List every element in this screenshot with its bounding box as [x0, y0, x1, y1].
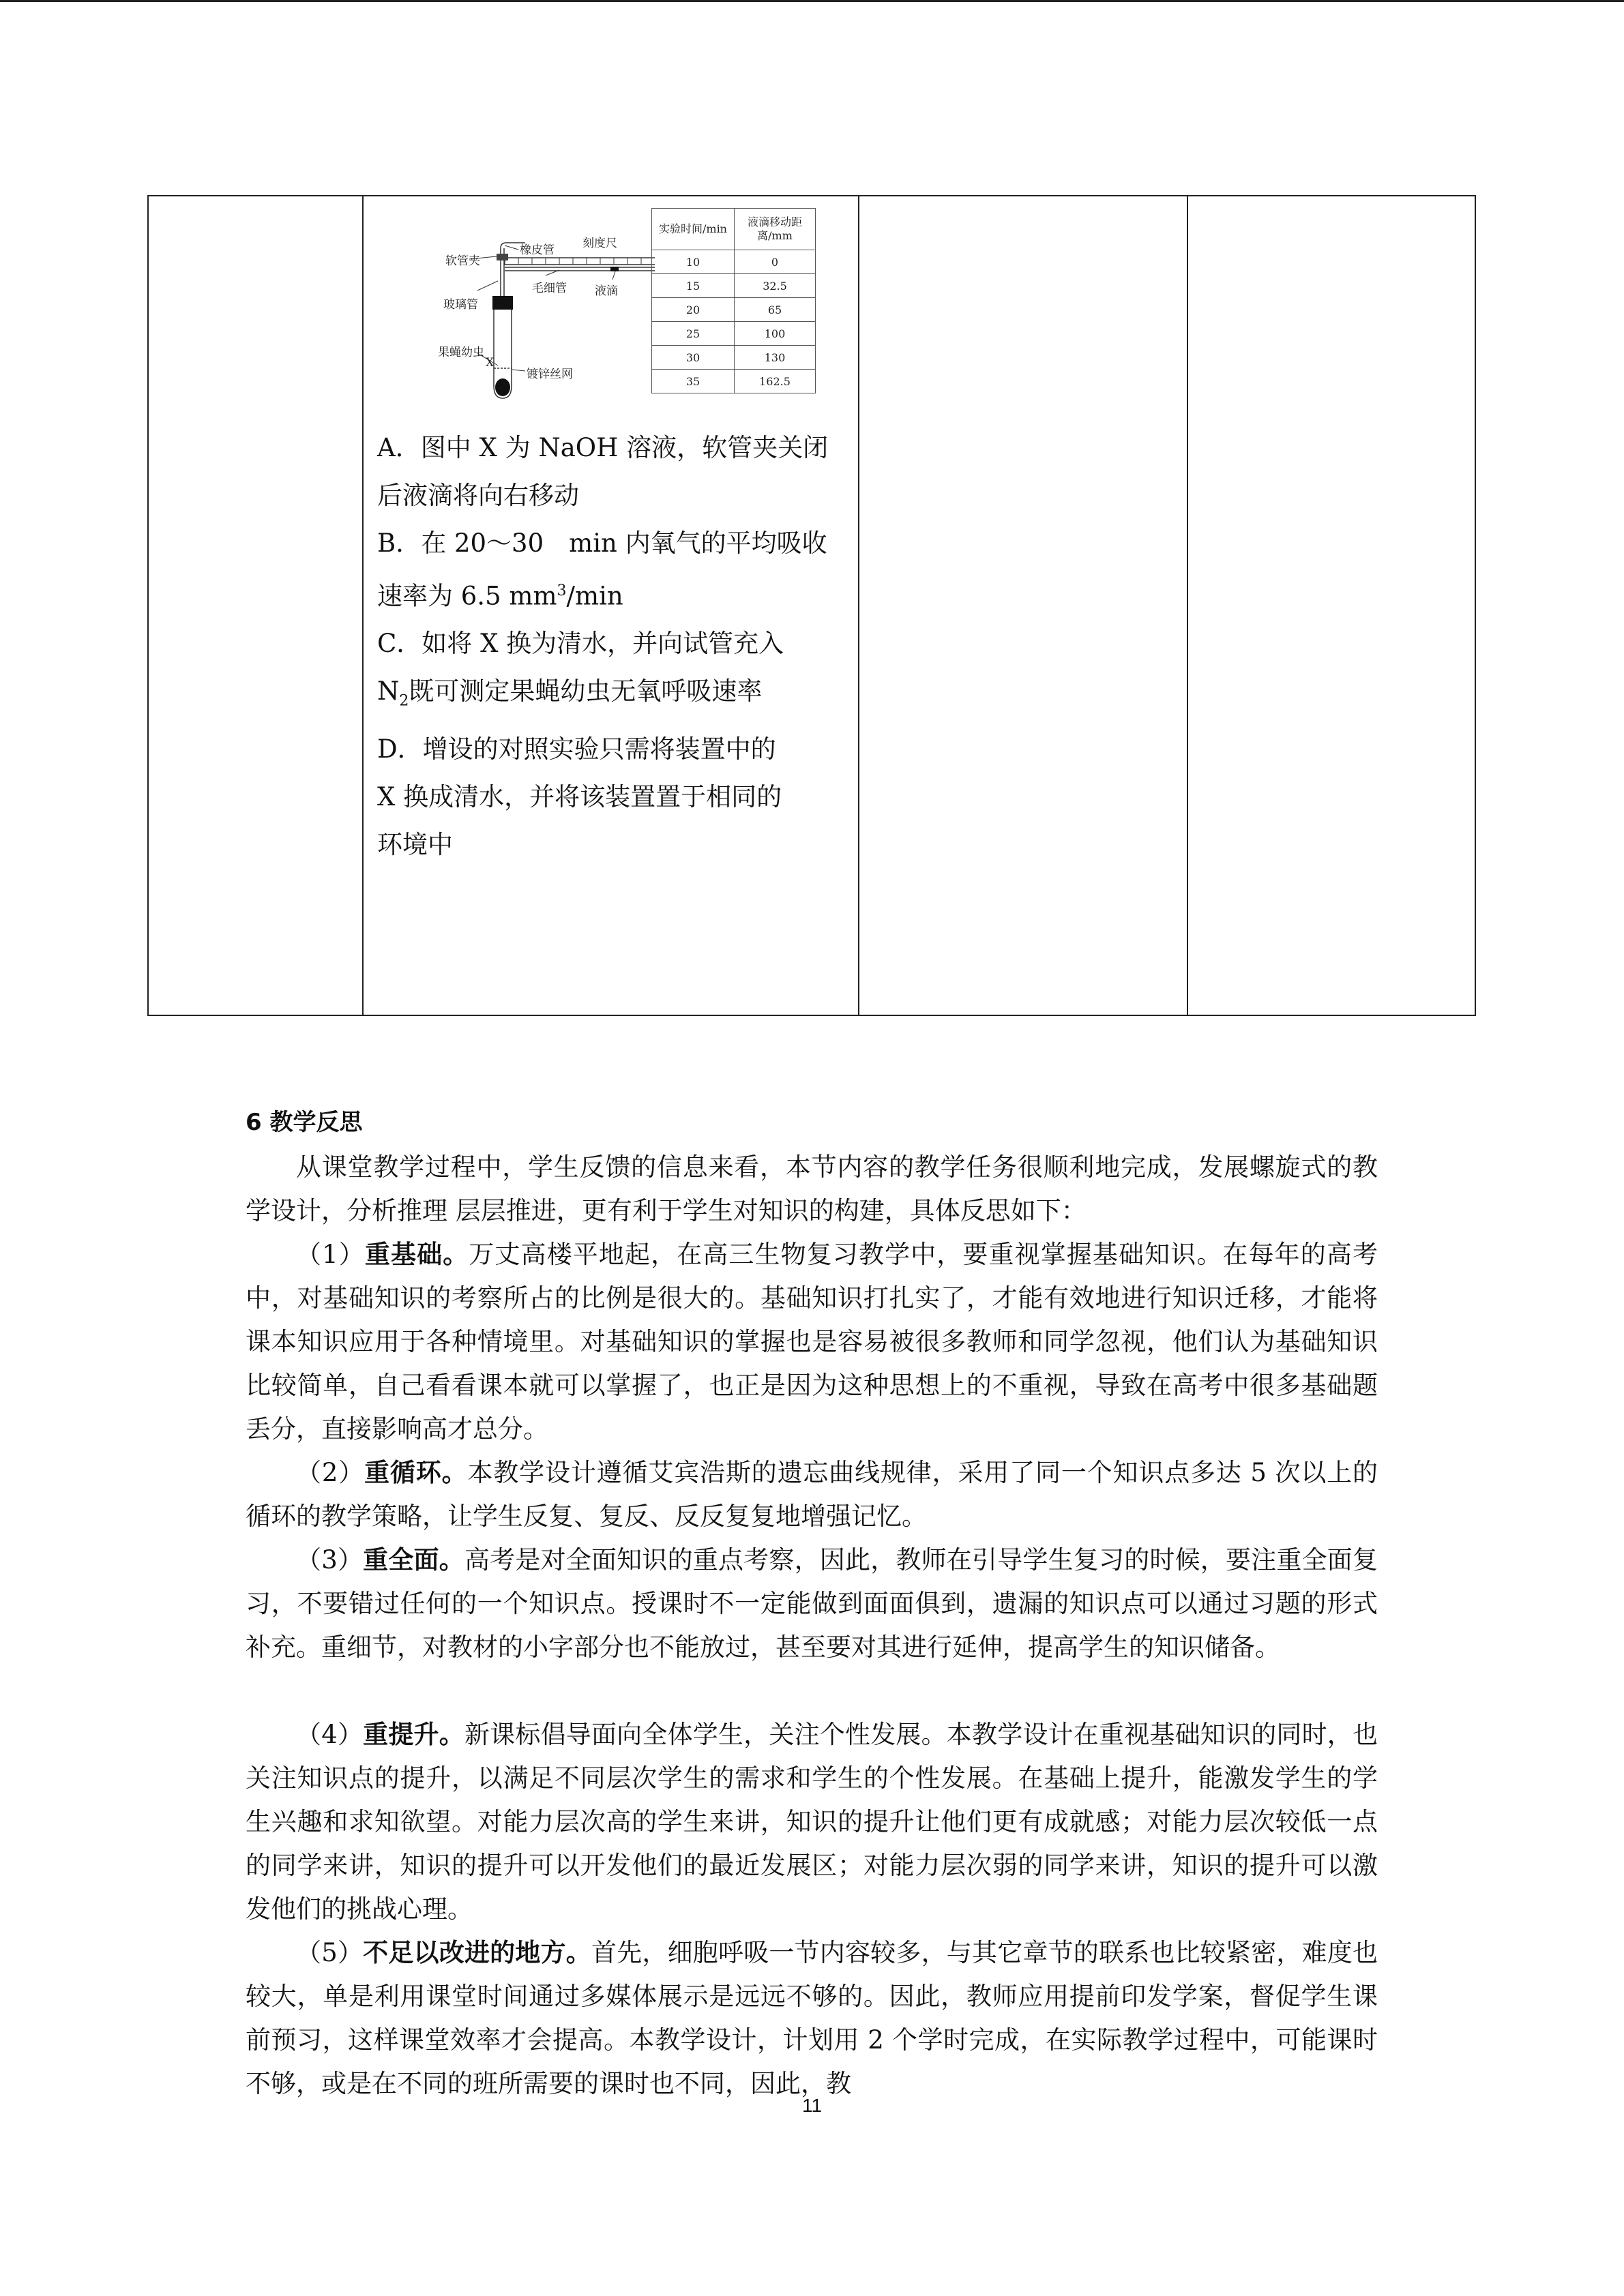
cell-distance: 65	[735, 298, 816, 322]
cell-time: 30	[652, 346, 735, 370]
column-divider	[362, 196, 364, 1015]
section-title: 6 教学反思	[246, 1109, 363, 1136]
column-divider	[1187, 196, 1188, 1015]
point-title: 不足以改进的地方。	[363, 1938, 591, 1967]
label-droplet: 液滴	[595, 284, 618, 298]
option-c-rest: 既可测定果蝇幼虫无氧呼吸速率	[409, 676, 763, 706]
label-rubber-tube: 橡皮管	[520, 243, 555, 257]
cell-time: 15	[652, 274, 735, 298]
point-body: 新课标倡导面向全体学生，关注个性发展。本教学设计在重视基础知识的同时，也关注知识点的提升，以满足不同层次学生的需求和学生的个性发展。在基础上提升，能激发学生的学生兴趣和求知欲望。对能力层次高的学生来讲，知识的提升让他们更有成就感；对能力层次较低一点的同学来讲，知识的提升可以开发他们的最近发展区；对能力层次弱的同学来讲，知识的提升可以激发他们的挑战心理。	[246, 1720, 1378, 1924]
point-paragraph	[246, 1713, 1378, 1931]
label-ruler: 刻度尺	[582, 237, 617, 250]
intro-paragraph: 从课堂教学过程中，学生反馈的信息来看，本节内容的教学任务很顺利地完成，发展螺旋式的教学设计，分析推理 层层推进，更有利于学生对知识的构建，具体反思如下：	[246, 1152, 1378, 1225]
label-capillary: 毛细管	[532, 282, 567, 295]
point-paragraph	[246, 1931, 1378, 2106]
point-number: （5）	[296, 1938, 364, 1967]
point-number: （3）	[296, 1545, 364, 1575]
point-title: 重全面。	[363, 1545, 464, 1575]
cell-time: 10	[652, 250, 735, 274]
cell-time: 20	[652, 298, 735, 322]
point-number: （1）	[296, 1240, 365, 1269]
point-number: （4）	[296, 1720, 364, 1749]
column-divider	[858, 196, 859, 1015]
measurement-table	[651, 208, 816, 393]
option-b-line1: B．在 20～30 min 内氧气的平均吸收	[377, 528, 827, 558]
answer-options	[377, 424, 855, 869]
option-c-text: N	[377, 676, 400, 706]
header-time: 实验时间/min	[652, 209, 735, 250]
header-distance: 液滴移动距离/mm	[735, 209, 816, 250]
point-body: 本教学设计遵循艾宾浩斯的遗忘曲线规律，采用了同一个知识点多达 5 次以上的循环的教学策略，让学生反复、复反、反反复复地增强记忆。	[246, 1458, 1378, 1531]
cell-time: 35	[652, 370, 735, 393]
label-soft-clamp: 软管夹	[445, 254, 480, 268]
cell-distance: 32.5	[735, 274, 816, 298]
point-body: 万丈高楼平地起，在高三生物复习教学中，要重视掌握基础知识。在每年的高考中，对基础知识的考察所占的比例是很大的。基础知识打扎实了，才能有效地进行知识迁移，才能将课本知识应用于各种情境里。对基础知识的掌握也是容易被很多教师和同学忽视，他们认为基础知识比较简单，自己看看课本就可以掌握了，也正是因为这种思想上的不重视，导致在高考中很多基础题丢分，直接影响高才总分。	[246, 1240, 1378, 1444]
cell-distance: 100	[735, 322, 816, 346]
point-title: 重循环。	[364, 1458, 468, 1487]
option-b-line2	[377, 567, 855, 620]
cell-distance: 162.5	[735, 370, 816, 393]
point-paragraph	[246, 1233, 1378, 1451]
point-body: 首先，细胞呼吸一节内容较多，与其它章节的联系也比较紧密，难度也较大，单是利用课堂时间通过多媒体展示是远远不够的。因此，教师应用提前印发学案，督促学生课前预习，这样课堂效率才会提高。本教学设计，计划用 2 个学时完成，在实际教学过程中，可能课时不够，或是在不同的班所需要的课时也不同，因此，教	[246, 1938, 1378, 2098]
point-body: 高考是对全面知识的重点考察，因此，教师在引导学生复习的时候，要注重全面复习，不要错过任何的一个知识点。授课时不一定能做到面面俱到，遗漏的知识点可以通过习题的形式补充。重细节，对教材的小字部分也不能放过，甚至要对其进行延伸，提高学生的知识储备。	[246, 1545, 1378, 1662]
option-d-line2: X 换成清水，并将该装置置于相同的	[377, 781, 782, 811]
point-title: 重提升。	[363, 1720, 464, 1749]
option-a-line1: A．图中 X 为 NaOH 溶液，软管夹关闭	[377, 433, 829, 462]
point-number: （2）	[296, 1458, 365, 1487]
option-c-line2	[377, 668, 855, 725]
page-number: 11	[801, 2095, 823, 2116]
label-x: X	[486, 356, 494, 370]
option-d-line3: 环境中	[377, 829, 453, 859]
label-glass-tube: 玻璃管	[443, 298, 478, 312]
option-a-line2: 后液滴将向右移动	[377, 481, 579, 510]
cell-distance: 0	[735, 250, 816, 274]
superscript: 3	[557, 582, 567, 599]
point-paragraph	[246, 1451, 1378, 1538]
top-rule	[0, 0, 1624, 2]
subscript: 2	[399, 692, 409, 710]
point-title: 重基础。	[364, 1240, 469, 1269]
cell-distance: 130	[735, 346, 816, 370]
option-b-text: 速率为 6.5 mm	[377, 581, 557, 611]
label-mesh: 镀锌丝网	[527, 368, 573, 381]
label-larvae: 果蝇幼虫	[438, 346, 484, 359]
option-b-unit: /min	[566, 581, 623, 611]
point-paragraph	[246, 1538, 1378, 1669]
option-c-line1: C．如将 X 换为清水，并向试管充入	[377, 629, 784, 659]
option-d-line1: D．增设的对照实验只需将装置中的	[377, 734, 776, 764]
cell-time: 25	[652, 322, 735, 346]
